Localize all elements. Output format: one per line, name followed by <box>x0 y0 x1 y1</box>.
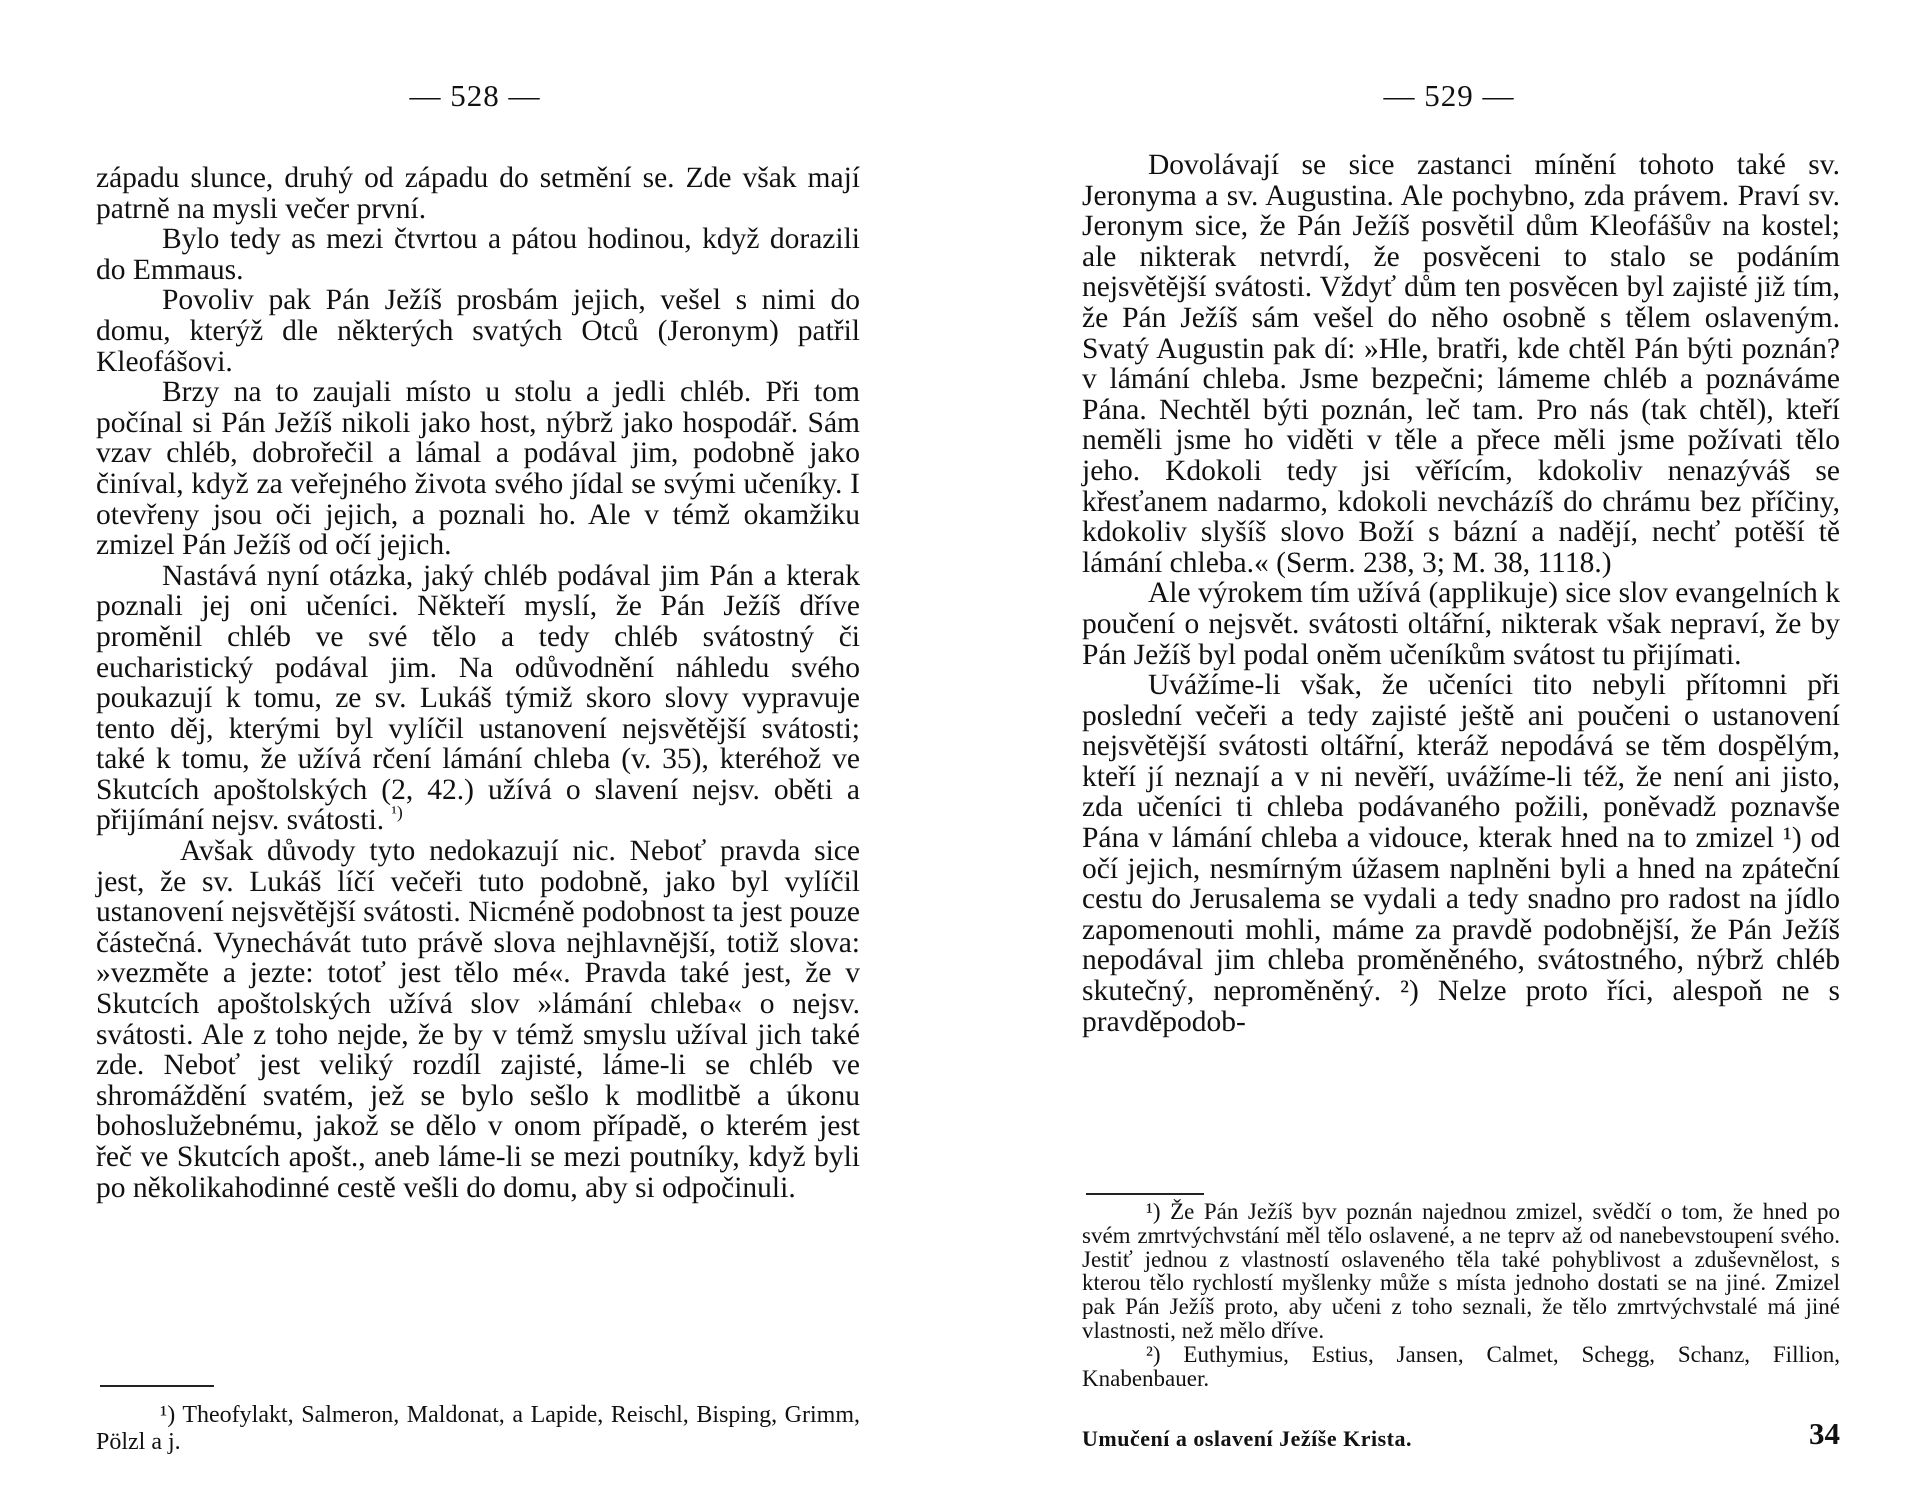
right-page <box>966 0 1932 1500</box>
paragraph: Brzy na to zaujali místo u stolu a jedli chléb. Při tom počínal si Pán Ježíš nikoli jako host, nýbrž jako hospodář. Sám vzav chléb, dobrořečil a lámal a podával jim, podobně jako činíval, když za veřejného života svého jídal se svými učeníky. I otevřeny jsou oči jejich, a poznali ho. Ale v témž okamžiku zmizel Pán Ježíš od očí jejich. <box>96 376 860 562</box>
page-number: — 528 — <box>409 78 541 113</box>
footnote-divider <box>100 1385 214 1387</box>
footnote: ¹) Že Pán Ježíš byv poznán najednou zmizel, svědčí o tom, že hned po svém zmrtvýchvstání měl tělo oslavené, a ne teprv až od nanebevstoupení svého. Jestiť jednou z vlastností oslaveného těla také pohyblivost a zduševnělost, s kterou tělo rychlostí myšlenky může s místa jednoho dostati se na jiné. Zmizel pak Pán Ježíš proto, aby učeni z toho seznali, že tělo zmrtvýchvstalé má jiné vlastnosti, než mělo dříve. <box>1082 1199 1840 1343</box>
sheet-number: 34 <box>1809 1416 1840 1451</box>
paragraph: Nastává nyní otázka, jaký chléb podával jim Pán a kterak poznali jej oni učeníci. Někteří myslí, že Pán Ježíš dříve proměnil chléb ve své tělo a tedy chléb svátostný či eucharistický podával jim. Na odůvodnění náhledu svého poukazují k tomu, ze sv. Lukáš týmiž skoro slovy vypravuje tento děj, kterými byl vylíčil ustanovení nejsvětější svátosti; také k tomu, že užívá rčení lámání chleba (v. 35), kteréhož ve Skutcích apoštolských (2, 42.) užívá o slavení nejsv. oběti a přijímání nejsv. svátosti. <box>96 559 860 837</box>
footnote: ²) Euthymius, Estius, Jansen, Calmet, Schegg, Schanz, Fillion, Knabenbauer. <box>1082 1341 1840 1391</box>
paragraph-with-footnote <box>96 561 860 836</box>
footnote-divider <box>1086 1193 1204 1195</box>
footnote-marker: ¹) <box>391 802 403 823</box>
body-text <box>1082 150 1840 1037</box>
body-text <box>96 163 860 1203</box>
paragraph: Avšak důvody tyto nedokazují nic. Neboť pravda sice jest, že sv. Lukáš líčí večeři tuto podobně, jako byl vylíčil ustanovení nejsvětější svátosti. Nicméně podobnost ta jest pouze částečná. Vynechávát tuto právě slova nejhlavnější, totiž slova: »vezměte a jezte: totoť jest tělo mé«. Pravda také jest, že v Skutcích apoštolských užívá slov »lámání chleba« o nejsv. svátosti. Ale z toho nejde, že by v témž smyslu užíval jich také zde. Neboť jest veliký rozdíl zajisté, láme-li se chléb ve shromáždění svatém, jež se bylo sešlo k modlitbě a úkonu bohoslužebnému, jakož se dělo v onom případě, o kterém jest řeč ve Skutcích apošt., aneb láme-li se mezi poutníky, když byli po několikahodinné cestě vešli do domu, aby si odpočinuli. <box>96 835 860 1204</box>
paragraph: Ale výrokem tím užívá (applikuje) sice slov evangelních k poučení o nejsvět. svátosti oltářní, nikterak však nepraví, že by Pán Ježíš byl podal oněm učeníkům svátost tu přijímati. <box>1082 577 1840 671</box>
paragraph: západu slunce, druhý od západu do setmění se. Zde však mají patrně na mysli večer první. <box>96 162 860 225</box>
signature-line: Umučení a oslavení Ježíše Krista. <box>1082 1426 1412 1451</box>
paragraph: Povoliv pak Pán Ježíš prosbám jejich, vešel s nimi do domu, kterýž dle některých svatých Otců (Jeronym) patřil Kleofášovi. <box>96 284 860 378</box>
paragraph: Uvážíme-li však, že učeníci tito nebyli přítomni při poslední večeři a tedy zajisté ještě ani poučeni o ustanovení nejsvětější svátosti oltářní, kteráž nepodává se těm dospělým, kteří jí neznají a v ni nevěří, uvážíme-li též, že není ani jisto, zda učeníci ti chleba podávaného požili, poněvadž poznavše Pána v lámání chleba a vidouce, kterak hned na to zmizel ¹) od očí jejich, nesmírným úžasem naplněni byli a hned na zpáteční cestu do Jerusalema se vydali a tedy snadno pro radost na jídlo zapomenouti mohli, máme za pravdě podobnější, že Pán Ježíš nepodával jim chleba proměněného, svátostného, nýbrž chléb skutečný, neproměněný. ²) Nelze proto říci, alespoň ne s pravděpodob- <box>1082 669 1840 1038</box>
paragraph: Bylo tedy as mezi čtvrtou a pátou hodinou, když dorazili do Emmaus. <box>96 223 860 286</box>
page-number: — 529 — <box>1383 78 1515 113</box>
footnotes <box>96 1402 860 1456</box>
footnotes <box>1082 1200 1840 1390</box>
paragraph: Dovolávají se sice zastanci mínění tohoto také sv. Jeronyma a sv. Augustina. Ale pochybno, zda právem. Praví sv. Jeronym sice, že Pán Ježíš posvětil dům Kleofášův na kostel; ale nikterak netvrdí, že posvěceni to stalo se podáním nejsvětější svátosti. Vždyť dům ten posvěcen byl zajisté již tím, že Pán Ježíš sám vešel do něho osobně s tělem oslaveným. Svatý Augustin pak dí: »Hle, bratři, kde chtěl Pán býti poznán? v lámání chleba. Jsme bezpečni; lámeme chléb a poznáváme Pána. Nechtěl býti poznán, leč tam. Pro nás (tak chtěl), kteří neměli jsme ho viděti v těle a přece měli jsme požívati tělo jeho. Kdokoli tedy jsi věřícím, kdokoliv nenazýváš se křesťanem nadarmo, kdokoli nevcházíš do chrámu bez příčiny, kdokoliv slyšíš slovo Boží s bázní a nadějí, nechť potěší tě lámání chleba.« (Serm. 238, 3; M. 38, 1118.) <box>1082 149 1840 579</box>
footnote: ¹) Theofylakt, Salmeron, Maldonat, a Lapide, Reischl, Bisping, Grimm, Pölzl a j. <box>96 1402 860 1455</box>
